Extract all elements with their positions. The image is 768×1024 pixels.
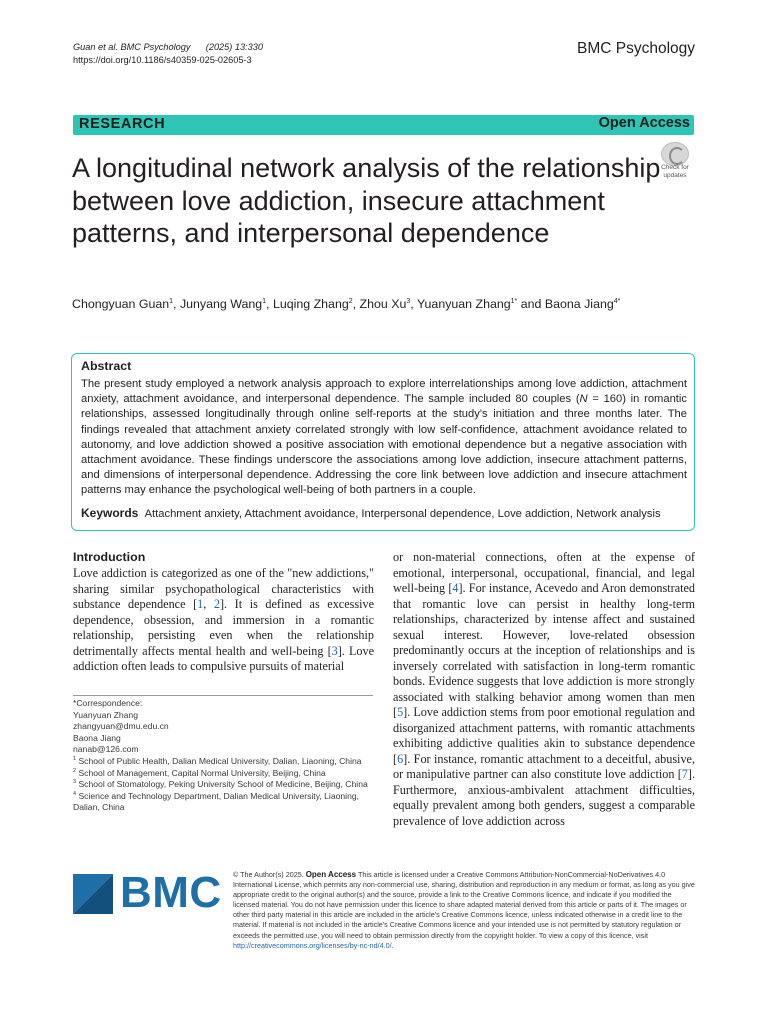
correspondence-line: nanab@126.com <box>73 744 139 755</box>
citation-authors: Guan et al. BMC Psychology <box>73 42 191 52</box>
citation-reference-link[interactable]: 7 <box>681 767 688 781</box>
body-text: ]. For instance, romantic attachment to a deceitful, abusive, or manipulative partner can also constitute love addiction [ <box>393 751 695 781</box>
body-column-left <box>73 566 374 675</box>
keywords-list: Attachment anxiety, Attachment avoidance, Interpersonal dependence, Love addiction, Network analysis <box>144 508 661 520</box>
license-body: This article is licensed under a Creative Commons Attribution-NonCommercial-NoDerivatives 4.0 International License, which permits any non-commercial use, sharing, distribution and reproduction in any medium or format, as long as you give appropriate credit to the original author(s) and the source, provide a link to the Creative Commons licence, and indicate if you modified the licensed material. You do not have permission under this licence to share adapted material derived from this article or parts of it. The images or other third party material in this article are included in the article's Creative Commons licence, unless indicated otherwise in a credit line to the material. If material is not included in the article's Creative Commons licence and your intended use is not permitted by statutory regulation or exceeds the permitted use, you will need to obtain permission directly from the copyright holder. To view a copy of this licence, visit <box>233 870 695 940</box>
author-affiliation-marker: 3 <box>406 297 411 305</box>
open-access-label: Open Access <box>598 115 690 131</box>
citation-reference-link[interactable]: 5 <box>397 705 404 719</box>
affiliation-number: 3 <box>73 779 77 786</box>
sample-size-symbol: N <box>579 393 588 406</box>
journal-name: BMC Psychology <box>576 40 695 57</box>
affiliation-number: 4 <box>73 790 77 797</box>
bmc-logo <box>73 868 222 918</box>
copyright-text: © The Author(s) 2025. <box>233 870 306 879</box>
body-text: or non-material connections, often at the expense of emotional, interpersonal, occupational, financial, and legal well-being [ <box>393 550 695 595</box>
check-for-updates-label: Check for updates <box>661 164 689 179</box>
body-text: ]. Love addiction stems from poor emotional regulation and disorganized attachment patterns, with romantic attachments exhibiting addictive qualities akin to substance dependence [ <box>393 705 695 766</box>
correspondence-line: zhangyuan@dmu.edu.cn <box>73 721 169 732</box>
article-type-band <box>73 115 694 135</box>
citation-year-volume: (2025) 13:330 <box>205 42 263 52</box>
correspondence-line: Yuanyuan Zhang <box>73 709 138 720</box>
affiliation-entry: $^3$ School of Stomatology, Peking University School of Medicine, Beijing, China <box>73 779 368 790</box>
affiliation-entry: $^1$ School of Public Health, Dalian Medical University, Dalian, Liaoning, China <box>73 755 362 766</box>
footnote-divider <box>73 695 373 696</box>
affiliation-entry: $^2$ School of Management, Capital Normal University, Beijing, China <box>73 767 326 778</box>
bmc-logo-text: BMC <box>120 868 222 917</box>
license-open-access-label: Open Access <box>305 870 357 879</box>
refresh-icon <box>661 142 689 166</box>
author-affiliation-marker: 1 <box>262 297 267 305</box>
correspondence-label: *Correspondence: <box>73 698 143 708</box>
keywords-line <box>81 506 661 520</box>
author-list: Chongyuan Guan$^1$, Junyang Wang$^1$, Luqing Zhang$^2$, Zhou Xu$^3$, Yuanyuan Zhang$^{1*}$ and Baona Jiang$^{4*}$ <box>72 297 621 311</box>
affiliation-number: 1 <box>73 756 77 763</box>
body-column-right <box>393 550 695 829</box>
body-text: ]. Love addiction often leads to compulsive pursuits of material <box>73 643 374 673</box>
article-type-label: RESEARCH <box>79 116 166 132</box>
citation-reference-link[interactable]: 2 <box>213 597 220 611</box>
doi-link[interactable]: https://doi.org/10.1186/s40359-025-02605-3 <box>73 55 252 65</box>
article-title: A longitudinal network analysis of the relationship between love addiction, insecure attachment patterns, and interpersonal dependence <box>72 153 661 248</box>
body-text: ]. Furthermore, anxious-ambivalent attachment difficulties, equally prevalent among both genders, suggest a comparable prevalence of love addiction across <box>393 767 695 828</box>
citation-reference-link[interactable]: 1 <box>197 597 204 611</box>
author-name[interactable]: Yuanyuan Zhang <box>416 297 511 311</box>
keywords-label: Keywords <box>81 506 139 520</box>
introduction-heading: Introduction <box>73 550 146 564</box>
body-text: ]. It is defined as excessive dependence, obsession, and immersion in a romantic relationship, persisting even when the relationship detrimentally affects mental health and well-being [ <box>73 597 374 658</box>
author-name[interactable]: Junyang Wang <box>179 297 263 311</box>
bmc-logo-mark-icon <box>73 874 113 914</box>
affiliation-number: 2 <box>73 767 77 774</box>
abstract-text-part-2: = 160) in romantic relationships, assessed longitudinally through online self-reports at the study's initiation and three months later. The findings revealed that attachment anxiety correlated strongly with low self-confidence, attachment avoidance related to autonomy, and love addiction showed a positive association with emotional dependence but a negative association with attachment avoidance. These findings underscore the associations among love addiction, insecure attachment patterns, and dimensions of interpersonal dependence. Addressing the core link between love addiction and insecure attachment patterns may enhance the psychological well-being of both partners in a couple. <box>81 393 687 497</box>
author-affiliation-marker: 1 <box>169 297 174 305</box>
correspondence-line: Baona Jiang <box>73 732 121 743</box>
citation-line <box>73 41 263 54</box>
license-link[interactable]: http://creativecommons.org/licenses/by-nc-nd/4.0/ <box>233 940 392 950</box>
citation-header <box>73 41 263 67</box>
citation-reference-link[interactable]: 3 <box>331 643 338 658</box>
author-affiliation-marker: 1* <box>510 297 518 305</box>
abstract-text-part-1: The present study employed a network analysis approach to explore interrelationships among love addiction, attachment anxiety, attachment avoidance, and interpersonal dependence. The sample included 80 couples ( <box>81 378 687 406</box>
body-text: Love addiction is categorized as one of the "new addictions," sharing similar psychopathological characteristics with substance dependence [ <box>73 566 374 611</box>
body-text: , <box>203 597 214 611</box>
abstract-text <box>81 377 687 499</box>
license-end: . <box>391 940 394 950</box>
check-for-updates-badge[interactable] <box>655 142 695 181</box>
author-name[interactable]: Zhou Xu <box>359 297 407 311</box>
license-statement <box>233 870 695 951</box>
author-name[interactable]: Luqing Zhang <box>272 297 349 311</box>
citation-reference-link[interactable]: 4 <box>452 581 459 595</box>
author-affiliation-marker: 2 <box>348 297 353 305</box>
author-name[interactable]: Baona Jiang <box>544 297 614 311</box>
body-text: ]. For instance, Acevedo and Aron demonstrated that romantic love can persist in healthy long-term relationships, characterized by intense affect and sustained sexual interest. However, love-related obsession predominantly occurs at the inception of relationships and is inversely correlated with satisfaction in long-term romantic bonds. Evidence suggests that love addiction is more strongly associated with stalking behavior among women than men [ <box>393 581 695 719</box>
correspondence-footnotes <box>73 698 373 814</box>
abstract-heading: Abstract <box>81 359 132 373</box>
author-name[interactable]: Chongyuan Guan <box>72 297 170 311</box>
author-affiliation-marker: 4* <box>613 297 621 305</box>
citation-reference-link[interactable]: 6 <box>397 751 404 766</box>
affiliation-entry: $^4$ Science and Technology Department, Dalian Medical University, Liaoning, Dalian, China <box>73 790 360 813</box>
